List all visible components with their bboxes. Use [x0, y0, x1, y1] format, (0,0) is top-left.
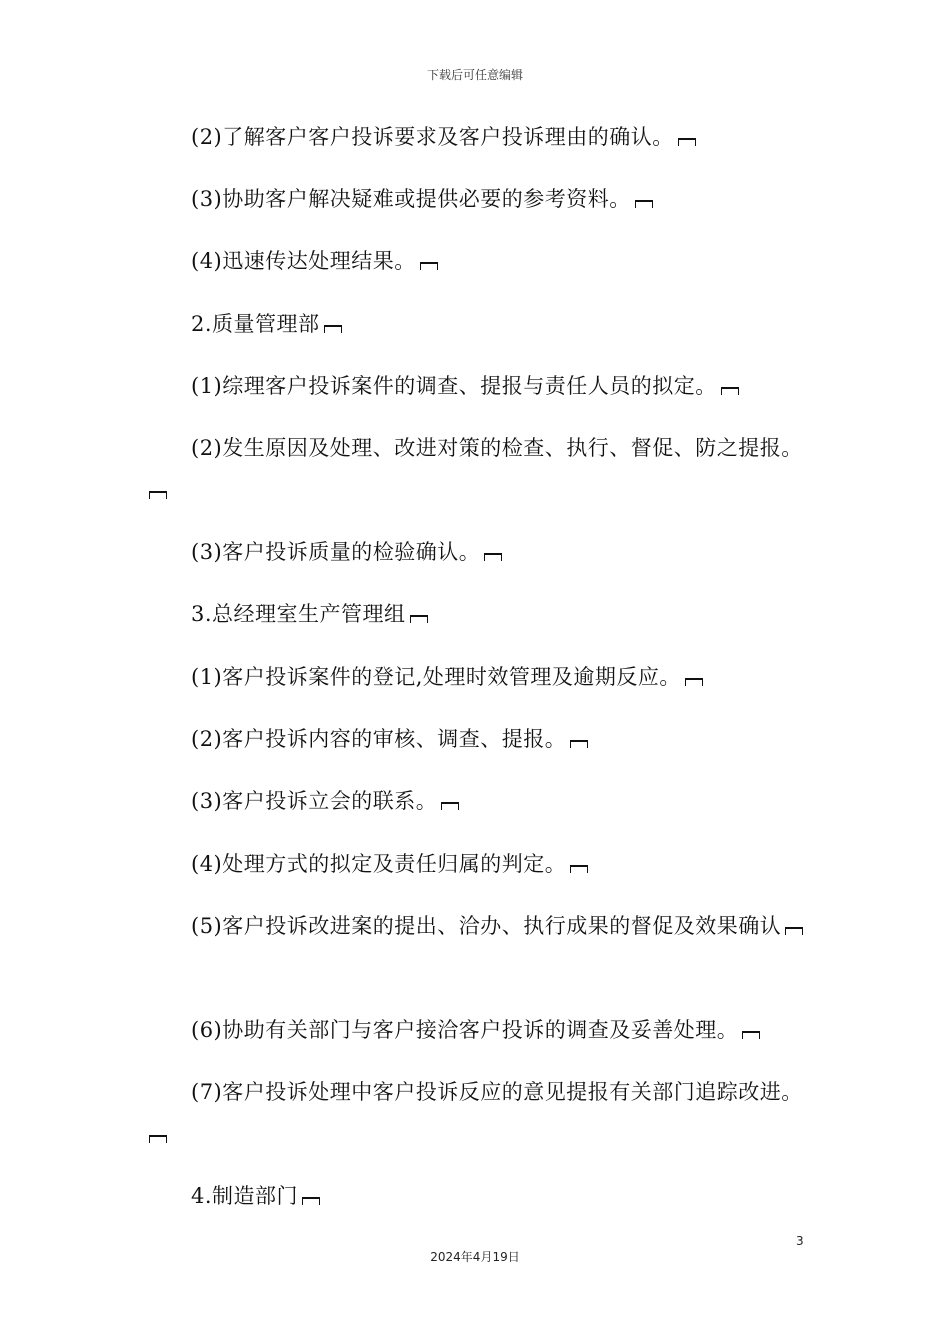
paragraph-mark-icon	[785, 927, 803, 935]
paragraph	[145, 843, 805, 885]
paragraph	[145, 240, 805, 282]
paragraph	[145, 531, 805, 573]
section-heading	[145, 1175, 805, 1217]
section-heading-text: 4.制造部门	[191, 1184, 299, 1208]
paragraph-mark-icon	[685, 678, 703, 686]
paragraph-mark-icon	[635, 200, 653, 208]
paragraph-mark-icon	[570, 865, 588, 873]
page-header: 下载后可任意编辑	[426, 68, 523, 82]
paragraph-text: (6)协助有关部门与客户接洽客户投诉的调查及妥善处理。	[191, 1018, 739, 1042]
paragraph-mark-icon	[420, 262, 438, 270]
paragraph	[145, 178, 805, 220]
section-heading	[145, 593, 805, 635]
paragraph	[145, 427, 805, 511]
paragraph-mark-icon	[410, 615, 428, 623]
paragraph-text: (1)客户投诉案件的登记,处理时效管理及逾期反应。	[191, 665, 681, 689]
paragraph-mark-icon	[570, 740, 588, 748]
section-heading-text: 2.质量管理部	[191, 312, 320, 336]
paragraph	[145, 905, 805, 947]
page-footer-date: 2024年4月19日	[430, 1250, 520, 1264]
paragraph	[145, 1071, 805, 1155]
paragraph-text: (2)客户投诉内容的审核、调查、提报。	[191, 727, 567, 751]
paragraph	[145, 656, 805, 698]
paragraph	[145, 780, 805, 822]
paragraph-text: (3)协助客户解决疑难或提供必要的参考资料。	[191, 187, 631, 211]
paragraph-mark-icon	[149, 1135, 167, 1143]
paragraph-mark-icon	[302, 1197, 320, 1205]
paragraph-text: (1)综理客户投诉案件的调查、提报与责任人员的拟定。	[191, 374, 717, 398]
paragraph-mark-icon	[742, 1031, 760, 1039]
paragraph-text: (2)了解客户客户投诉要求及客户投诉理由的确认。	[191, 125, 674, 149]
paragraph-mark-icon	[441, 802, 459, 810]
paragraph-text: (5)客户投诉改进案的提出、洽办、执行成果的督促及效果确认	[191, 914, 782, 938]
paragraph	[145, 718, 805, 760]
section-heading-text: 3.总经理室生产管理组	[191, 602, 406, 626]
paragraph-text: (3)客户投诉立会的联系。	[191, 789, 438, 813]
paragraph-text: (4)迅速传达处理结果。	[191, 249, 416, 273]
paragraph	[145, 116, 805, 158]
paragraph-mark-icon	[324, 325, 342, 333]
paragraph-text: (2)发生原因及处理、改进对策的检查、执行、督促、防之提报。	[191, 436, 803, 460]
paragraph	[145, 365, 805, 407]
paragraph-text: (4)处理方式的拟定及责任归属的判定。	[191, 852, 567, 876]
paragraph-text: (7)客户投诉处理中客户投诉反应的意见提报有关部门追踪改进。	[191, 1080, 803, 1104]
paragraph-mark-icon	[484, 553, 502, 561]
paragraph-mark-icon	[678, 138, 696, 146]
paragraph-mark-icon	[721, 387, 739, 395]
section-heading	[145, 303, 805, 345]
paragraph-text: (3)客户投诉质量的检验确认。	[191, 540, 481, 564]
paragraph	[145, 1009, 805, 1051]
page-number: 3	[796, 1234, 804, 1248]
paragraph-mark-icon	[149, 491, 167, 499]
